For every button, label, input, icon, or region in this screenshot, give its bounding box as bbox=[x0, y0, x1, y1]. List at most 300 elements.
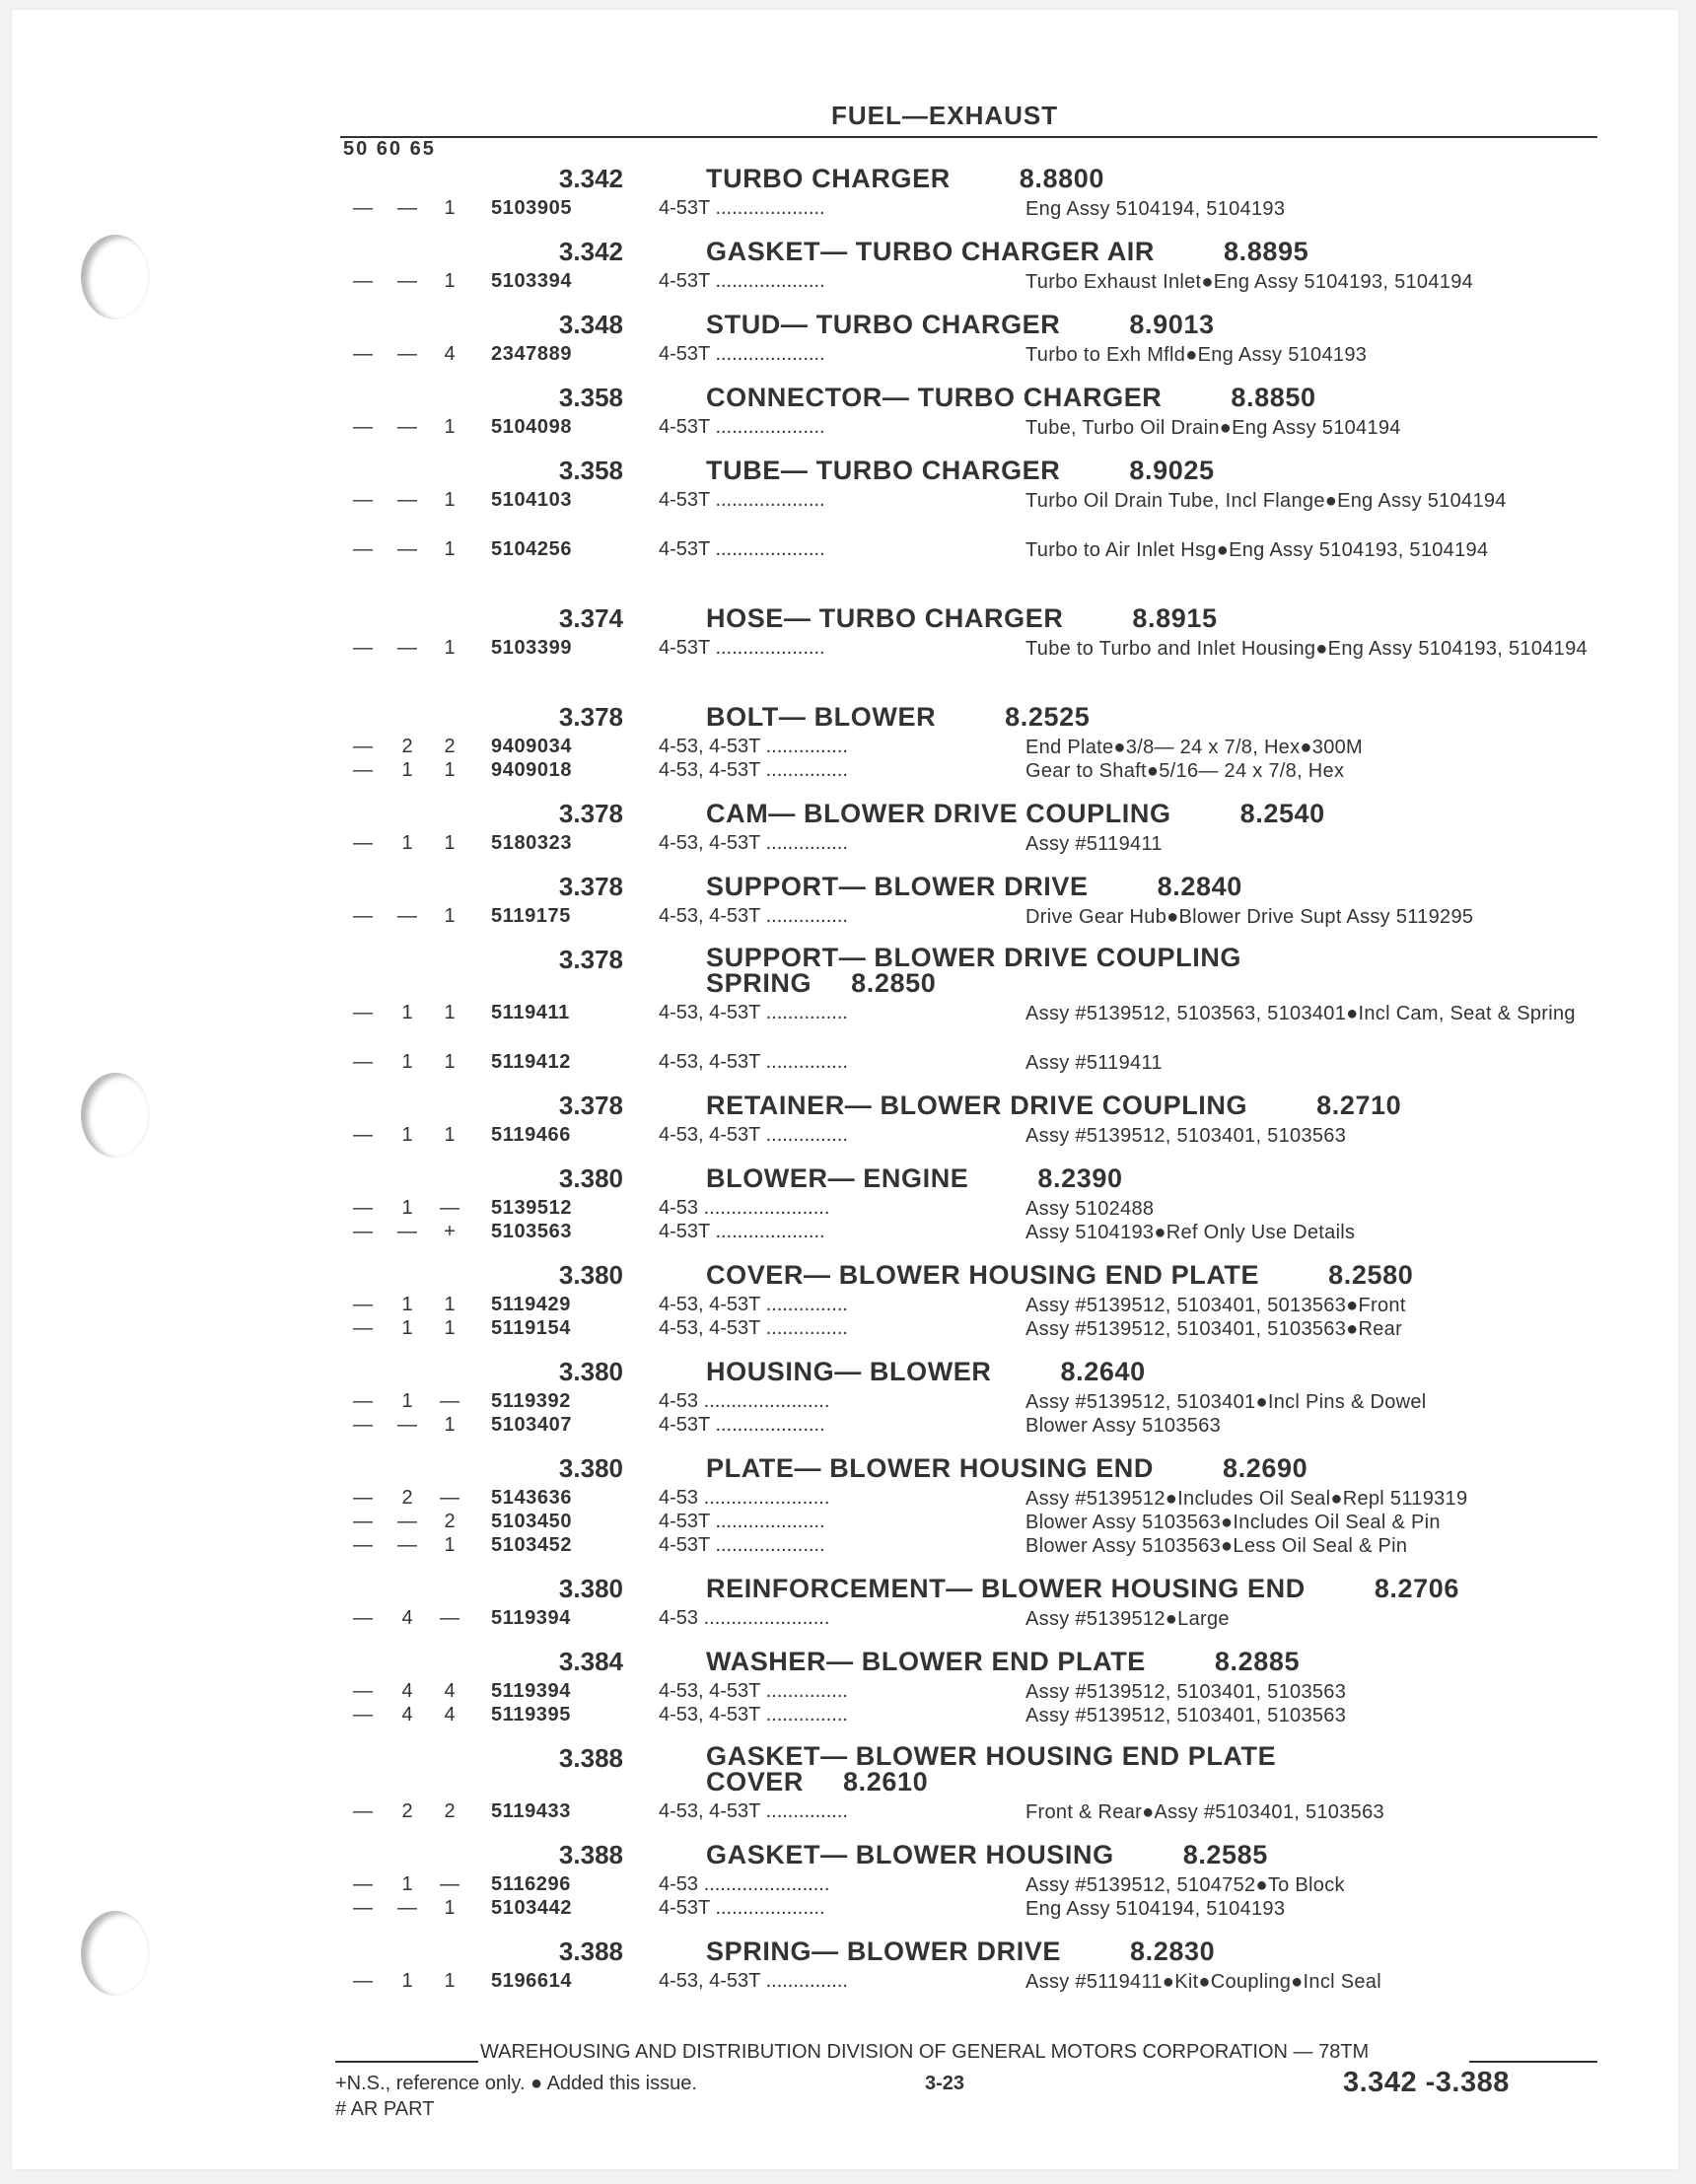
section-name bbox=[706, 799, 1633, 829]
quantity-50: — bbox=[353, 1607, 373, 1629]
section-header bbox=[0, 379, 1676, 414]
quantity-65: 1 bbox=[444, 1317, 456, 1339]
quantity-50: — bbox=[353, 1002, 373, 1023]
quantity-65: 1 bbox=[444, 270, 456, 292]
engine-model: 4-53T .................... bbox=[659, 538, 825, 560]
section-header bbox=[0, 698, 1676, 734]
part-number: 5119433 bbox=[491, 1800, 571, 1822]
engine-model: 4-53 ....................... bbox=[659, 1873, 830, 1895]
quantity-65: 1 bbox=[444, 1051, 456, 1073]
engine-model: 4-53, 4-53T ............... bbox=[659, 832, 848, 854]
section-number: 3.358 bbox=[558, 383, 623, 412]
part-row bbox=[0, 635, 1676, 684]
part-row bbox=[0, 268, 1676, 292]
engine-model: 4-53T .................... bbox=[659, 270, 825, 292]
section-name-text: CONNECTOR— TURBO CHARGER bbox=[706, 383, 1163, 412]
engine-model: 4-53 ....................... bbox=[659, 1390, 830, 1412]
section-spacer bbox=[0, 438, 1676, 452]
quantity-60: 1 bbox=[401, 1002, 413, 1023]
part-description: Assy #5139512, 5103401, 5103563 bbox=[1025, 1681, 1347, 1703]
section-number: 3.378 bbox=[558, 872, 623, 901]
part-description: Turbo Oil Drain Tube, Incl Flange●Eng Assy 5104194 bbox=[1025, 490, 1507, 512]
quantity-50: — bbox=[353, 637, 373, 659]
part-row bbox=[0, 1895, 1676, 1919]
footer-division: WAREHOUSING AND DISTRIBUTION DIVISION OF GENERAL MOTORS CORPORATION — 78TM bbox=[480, 2041, 1370, 2063]
section-spacer bbox=[0, 292, 1676, 306]
part-row bbox=[0, 1485, 1676, 1509]
quantity-60: — bbox=[397, 538, 417, 560]
quantity-50: — bbox=[353, 1124, 373, 1146]
section-code: 8.2885 bbox=[1214, 1647, 1301, 1676]
part-number: 2347889 bbox=[491, 343, 573, 365]
engine-model: 4-53, 4-53T ............... bbox=[659, 1124, 848, 1146]
section-name bbox=[706, 383, 1633, 413]
part-row bbox=[0, 1678, 1676, 1702]
engine-model: 4-53, 4-53T ............... bbox=[659, 1051, 848, 1073]
part-number: 9409018 bbox=[491, 759, 573, 781]
part-number: 5119395 bbox=[491, 1704, 571, 1726]
section-code: 8.2580 bbox=[1328, 1260, 1414, 1290]
quantity-60: 4 bbox=[401, 1607, 413, 1629]
part-description: Assy #5139512●Large bbox=[1025, 1608, 1230, 1630]
part-row bbox=[0, 757, 1676, 781]
part-number: 5196614 bbox=[491, 1970, 573, 1992]
section-name-text: REINFORCEMENT— BLOWER HOUSING END bbox=[706, 1574, 1306, 1603]
section-number: 3.380 bbox=[558, 1260, 623, 1290]
quantity-50: — bbox=[353, 1390, 373, 1412]
quantity-65: 1 bbox=[444, 416, 456, 438]
quantity-50: — bbox=[353, 1511, 373, 1532]
section-spacer bbox=[0, 365, 1676, 379]
part-number: 5103394 bbox=[491, 270, 573, 292]
quantity-60: — bbox=[397, 343, 417, 365]
section-name bbox=[706, 1091, 1633, 1121]
part-number: 5119411 bbox=[491, 1002, 570, 1023]
section-spacer bbox=[0, 586, 1676, 599]
part-number: 5103407 bbox=[491, 1414, 573, 1436]
section-spacer bbox=[0, 1556, 1676, 1570]
section-number: 3.348 bbox=[558, 310, 623, 339]
section-name bbox=[706, 1743, 1347, 1795]
section-header bbox=[0, 1160, 1676, 1195]
section-header bbox=[0, 1449, 1676, 1485]
part-row bbox=[0, 1315, 1676, 1339]
section-header bbox=[0, 1087, 1676, 1122]
section-name-text: STUD— TURBO CHARGER bbox=[706, 310, 1061, 339]
section-code: 8.8850 bbox=[1231, 383, 1316, 412]
part-description: Tube to Turbo and Inlet Housing●Eng Assy 5104193, 5104194 bbox=[1025, 638, 1588, 660]
quantity-65: 1 bbox=[444, 1294, 456, 1315]
part-description: Assy #5139512, 5103401●Incl Pins & Dowel bbox=[1025, 1391, 1427, 1413]
footer-rule bbox=[1469, 2061, 1597, 2063]
parts-list bbox=[0, 160, 1676, 1992]
quantity-65: 1 bbox=[444, 637, 456, 659]
engine-model: 4-53, 4-53T ............... bbox=[659, 1680, 848, 1702]
part-description: Assy #5139512●Includes Oil Seal●Repl 5119319 bbox=[1025, 1488, 1468, 1510]
quantity-65: 1 bbox=[444, 759, 456, 781]
part-row bbox=[0, 341, 1676, 365]
section-spacer bbox=[0, 1726, 1676, 1739]
section-number: 3.380 bbox=[558, 1453, 623, 1483]
section-spacer bbox=[0, 927, 1676, 941]
quantity-50: — bbox=[353, 416, 373, 438]
quantity-60: — bbox=[397, 197, 417, 219]
quantity-60: — bbox=[397, 489, 417, 511]
part-description: Assy #5139512, 5103401, 5103563 bbox=[1025, 1125, 1347, 1147]
section-header bbox=[0, 1933, 1676, 1968]
part-row bbox=[0, 1509, 1676, 1532]
quantity-60: — bbox=[397, 1897, 417, 1919]
part-row bbox=[0, 1122, 1676, 1146]
quantity-65: 1 bbox=[444, 905, 456, 927]
part-number: 5116296 bbox=[491, 1873, 571, 1895]
engine-model: 4-53T .................... bbox=[659, 1221, 825, 1242]
section-name-text: HOSE— TURBO CHARGER bbox=[706, 603, 1064, 633]
part-description: Assy 5104193●Ref Only Use Details bbox=[1025, 1222, 1356, 1243]
quantity-60: 1 bbox=[401, 1970, 413, 1992]
section-name bbox=[706, 872, 1633, 902]
quantity-60: — bbox=[397, 637, 417, 659]
engine-model: 4-53, 4-53T ............... bbox=[659, 1800, 848, 1822]
section-range: 3.342 -3.388 bbox=[1343, 2067, 1510, 2098]
section-name bbox=[706, 310, 1633, 340]
part-number: 5119175 bbox=[491, 905, 571, 927]
section-name-text: SUPPORT— BLOWER DRIVE COUPLING SPRING bbox=[706, 943, 1242, 998]
quantity-50: — bbox=[353, 832, 373, 854]
part-description: Assy #5139512, 5103563, 5103401●Incl Cam, Seat & Spring bbox=[1025, 1003, 1576, 1024]
quantity-50: — bbox=[353, 1487, 373, 1509]
quantity-50: — bbox=[353, 270, 373, 292]
quantity-65: 2 bbox=[444, 1511, 456, 1532]
part-description: Turbo to Exh Mfld●Eng Assy 5104193 bbox=[1025, 344, 1368, 366]
section-header bbox=[0, 452, 1676, 487]
part-row bbox=[0, 487, 1676, 536]
part-row bbox=[0, 536, 1676, 586]
section-header bbox=[0, 160, 1676, 195]
header-rule bbox=[340, 136, 1597, 138]
engine-model: 4-53, 4-53T ............... bbox=[659, 736, 848, 757]
quantity-60: 2 bbox=[401, 736, 413, 757]
section-header bbox=[0, 868, 1676, 903]
quantity-60: 1 bbox=[401, 1197, 413, 1219]
quantity-60: 1 bbox=[401, 759, 413, 781]
section-spacer bbox=[0, 1339, 1676, 1353]
quantity-60: — bbox=[397, 270, 417, 292]
section-spacer bbox=[0, 1436, 1676, 1449]
section-spacer bbox=[0, 1919, 1676, 1933]
section-header bbox=[0, 1353, 1676, 1388]
part-number: 5119466 bbox=[491, 1124, 571, 1146]
footer-notes bbox=[335, 2071, 697, 2122]
quantity-60: 1 bbox=[401, 1317, 413, 1339]
section-code: 8.8800 bbox=[1019, 164, 1104, 193]
section-name-text: TUBE— TURBO CHARGER bbox=[706, 456, 1061, 485]
quantity-60: — bbox=[397, 1414, 417, 1436]
part-description: Assy #5139512, 5104752●To Block bbox=[1025, 1874, 1345, 1896]
quantity-50: — bbox=[353, 759, 373, 781]
section-number: 3.380 bbox=[558, 1163, 623, 1193]
section-code: 8.8895 bbox=[1224, 237, 1309, 266]
section-spacer bbox=[0, 219, 1676, 233]
part-description: Assy #5139512, 5103401, 5013563●Front bbox=[1025, 1295, 1406, 1316]
engine-model: 4-53T .................... bbox=[659, 1897, 825, 1919]
part-row bbox=[0, 1412, 1676, 1436]
quantity-65: 1 bbox=[444, 1414, 456, 1436]
part-description: Eng Assy 5104194, 5104193 bbox=[1025, 198, 1286, 220]
quantity-65: + bbox=[444, 1221, 456, 1242]
part-description: Tube, Turbo Oil Drain●Eng Assy 5104194 bbox=[1025, 417, 1401, 439]
section-header bbox=[0, 1739, 1676, 1798]
section-number: 3.374 bbox=[558, 603, 623, 633]
section-code: 8.2390 bbox=[1037, 1163, 1123, 1193]
quantity-65: 1 bbox=[444, 1534, 456, 1556]
quantity-50: — bbox=[353, 1800, 373, 1822]
section-name-text: BLOWER— ENGINE bbox=[706, 1163, 969, 1193]
section-name-text: COVER— BLOWER HOUSING END PLATE bbox=[706, 1260, 1260, 1290]
part-row bbox=[0, 1292, 1676, 1315]
part-description: Assy #5139512, 5103401, 5103563●Rear bbox=[1025, 1318, 1403, 1340]
part-row bbox=[0, 1702, 1676, 1726]
part-number: 5119412 bbox=[491, 1051, 571, 1073]
section-name bbox=[706, 1840, 1633, 1870]
section-code: 8.2830 bbox=[1130, 1937, 1216, 1966]
quantity-60: 4 bbox=[401, 1680, 413, 1702]
part-description: Blower Assy 5103563●Less Oil Seal & Pin bbox=[1025, 1535, 1408, 1557]
page-title: FUEL—EXHAUST bbox=[831, 101, 1059, 130]
engine-model: 4-53T .................... bbox=[659, 343, 825, 365]
section-name bbox=[706, 945, 1347, 996]
quantity-50: — bbox=[353, 1221, 373, 1242]
section-number: 3.378 bbox=[558, 1091, 623, 1120]
engine-model: 4-53, 4-53T ............... bbox=[659, 1002, 848, 1023]
part-description: Gear to Shaft●5/16— 24 x 7/8, Hex bbox=[1025, 760, 1345, 782]
section-header bbox=[0, 1836, 1676, 1871]
column-header-years: 50 60 65 bbox=[343, 138, 436, 160]
section-header bbox=[0, 233, 1676, 268]
section-name bbox=[706, 603, 1633, 634]
part-row bbox=[0, 1195, 1676, 1219]
engine-model: 4-53 ....................... bbox=[659, 1487, 830, 1509]
section-header bbox=[0, 941, 1676, 1000]
quantity-60: 4 bbox=[401, 1704, 413, 1726]
section-name bbox=[706, 1647, 1633, 1677]
section-name-text: GASKET— BLOWER HOUSING END PLATE COVER bbox=[706, 1741, 1277, 1797]
section-name bbox=[706, 1260, 1633, 1291]
section-number: 3.378 bbox=[558, 702, 623, 732]
quantity-60: 1 bbox=[401, 1390, 413, 1412]
section-number: 3.342 bbox=[558, 237, 623, 266]
quantity-65: — bbox=[440, 1487, 459, 1509]
engine-model: 4-53T .................... bbox=[659, 489, 825, 511]
engine-model: 4-53T .................... bbox=[659, 1534, 825, 1556]
engine-model: 4-53, 4-53T ............... bbox=[659, 905, 848, 927]
engine-model: 4-53 ....................... bbox=[659, 1607, 830, 1629]
section-code: 8.2706 bbox=[1374, 1574, 1459, 1603]
part-row bbox=[0, 734, 1676, 757]
part-description: Turbo Exhaust Inlet●Eng Assy 5104193, 5104194 bbox=[1025, 271, 1474, 293]
section-code: 8.2525 bbox=[1005, 702, 1091, 732]
section-code: 8.9025 bbox=[1129, 456, 1215, 485]
section-name-text: PLATE— BLOWER HOUSING END bbox=[706, 1453, 1155, 1483]
section-name-text: SUPPORT— BLOWER DRIVE bbox=[706, 872, 1089, 901]
part-row bbox=[0, 903, 1676, 927]
part-number: 5119392 bbox=[491, 1390, 571, 1412]
quantity-50: — bbox=[353, 197, 373, 219]
quantity-65: — bbox=[440, 1607, 459, 1629]
part-number: 9409034 bbox=[491, 736, 573, 757]
section-number: 3.388 bbox=[558, 1840, 623, 1869]
quantity-65: 1 bbox=[444, 1897, 456, 1919]
part-description: Blower Assy 5103563 bbox=[1025, 1415, 1222, 1437]
section-name-text: CAM— BLOWER DRIVE COUPLING bbox=[706, 799, 1171, 828]
part-description: Assy 5102488 bbox=[1025, 1198, 1155, 1220]
part-number: 5119394 bbox=[491, 1680, 571, 1702]
engine-model: 4-53 ....................... bbox=[659, 1197, 830, 1219]
engine-model: 4-53, 4-53T ............... bbox=[659, 1970, 848, 1992]
part-description: Assy #5119411●Kit●Coupling●Incl Seal bbox=[1025, 1971, 1381, 1993]
section-code: 8.2585 bbox=[1182, 1840, 1268, 1869]
section-spacer bbox=[0, 1822, 1676, 1836]
quantity-60: 2 bbox=[401, 1487, 413, 1509]
section-code: 8.8915 bbox=[1132, 603, 1218, 633]
section-number: 3.388 bbox=[558, 1937, 623, 1966]
section-spacer bbox=[0, 1629, 1676, 1643]
section-spacer bbox=[0, 1242, 1676, 1256]
section-header bbox=[0, 306, 1676, 341]
part-description: End Plate●3/8— 24 x 7/8, Hex●300M bbox=[1025, 737, 1364, 758]
part-number: 5103452 bbox=[491, 1534, 573, 1556]
section-spacer bbox=[0, 781, 1676, 795]
section-name bbox=[706, 1937, 1633, 1967]
section-name-text: HOUSING— BLOWER bbox=[706, 1357, 992, 1386]
part-number: 5104103 bbox=[491, 489, 573, 511]
section-number: 3.380 bbox=[558, 1574, 623, 1603]
quantity-65: — bbox=[440, 1197, 459, 1219]
quantity-50: — bbox=[353, 1873, 373, 1895]
page-number: 3-23 bbox=[925, 2073, 965, 2094]
part-row bbox=[0, 1388, 1676, 1412]
quantity-60: 1 bbox=[401, 1294, 413, 1315]
quantity-50: — bbox=[353, 905, 373, 927]
part-row bbox=[0, 1000, 1676, 1049]
quantity-65: 2 bbox=[444, 1800, 456, 1822]
quantity-60: 1 bbox=[401, 1051, 413, 1073]
quantity-50: — bbox=[353, 538, 373, 560]
section-code: 8.2710 bbox=[1316, 1091, 1402, 1120]
part-row bbox=[0, 1871, 1676, 1895]
part-number: 5103905 bbox=[491, 197, 573, 219]
section-name bbox=[706, 1163, 1633, 1194]
quantity-65: 2 bbox=[444, 736, 456, 757]
section-name-text: TURBO CHARGER bbox=[706, 164, 951, 193]
section-number: 3.378 bbox=[558, 799, 623, 828]
part-row bbox=[0, 1798, 1676, 1822]
part-number: 5180323 bbox=[491, 832, 573, 854]
section-name-text: SPRING— BLOWER DRIVE bbox=[706, 1937, 1062, 1966]
quantity-60: 2 bbox=[401, 1800, 413, 1822]
part-number: 5103563 bbox=[491, 1221, 573, 1242]
quantity-60: — bbox=[397, 1511, 417, 1532]
part-description: Assy #5119411 bbox=[1025, 833, 1163, 855]
section-name bbox=[706, 164, 1633, 194]
section-spacer bbox=[0, 1073, 1676, 1087]
section-name-text: WASHER— BLOWER END PLATE bbox=[706, 1647, 1146, 1676]
section-spacer bbox=[0, 854, 1676, 868]
engine-model: 4-53, 4-53T ............... bbox=[659, 1317, 848, 1339]
quantity-60: 1 bbox=[401, 1873, 413, 1895]
part-number: 5104098 bbox=[491, 416, 573, 438]
quantity-65: 1 bbox=[444, 1124, 456, 1146]
section-code: 8.2540 bbox=[1239, 799, 1325, 828]
quantity-60: — bbox=[397, 905, 417, 927]
engine-model: 4-53, 4-53T ............... bbox=[659, 1704, 848, 1726]
section-header bbox=[0, 1256, 1676, 1292]
part-description: Assy #5119411 bbox=[1025, 1052, 1163, 1074]
section-number: 3.358 bbox=[558, 456, 623, 485]
section-code: 8.2640 bbox=[1060, 1357, 1146, 1386]
section-name bbox=[706, 702, 1633, 733]
engine-model: 4-53, 4-53T ............... bbox=[659, 1294, 848, 1315]
quantity-50: — bbox=[353, 1414, 373, 1436]
engine-model: 4-53T .................... bbox=[659, 1414, 825, 1436]
quantity-50: — bbox=[353, 1534, 373, 1556]
section-header bbox=[0, 1643, 1676, 1678]
section-header bbox=[0, 795, 1676, 830]
engine-model: 4-53T .................... bbox=[659, 1511, 825, 1532]
footer-note-ar-part: # AR PART bbox=[335, 2098, 435, 2120]
part-number: 5103399 bbox=[491, 637, 573, 659]
part-row bbox=[0, 830, 1676, 854]
quantity-50: — bbox=[353, 1704, 373, 1726]
section-number: 3.380 bbox=[558, 1357, 623, 1386]
part-number: 5119154 bbox=[491, 1317, 571, 1339]
quantity-50: — bbox=[353, 1197, 373, 1219]
section-code: 8.2690 bbox=[1223, 1453, 1308, 1483]
quantity-65: 4 bbox=[444, 1680, 456, 1702]
section-number: 3.384 bbox=[558, 1647, 623, 1676]
part-number: 5104256 bbox=[491, 538, 573, 560]
quantity-60: — bbox=[397, 1221, 417, 1242]
section-header bbox=[0, 1570, 1676, 1605]
section-name-text: GASKET— BLOWER HOUSING bbox=[706, 1840, 1114, 1869]
quantity-65: 1 bbox=[444, 832, 456, 854]
quantity-65: 1 bbox=[444, 489, 456, 511]
part-row bbox=[0, 1968, 1676, 1992]
footer-note-legend: +N.S., reference only. ● Added this issue. bbox=[335, 2073, 697, 2094]
section-name bbox=[706, 1574, 1633, 1604]
quantity-50: — bbox=[353, 1680, 373, 1702]
part-description: Drive Gear Hub●Blower Drive Supt Assy 5119295 bbox=[1025, 906, 1474, 928]
quantity-50: — bbox=[353, 489, 373, 511]
quantity-60: — bbox=[397, 1534, 417, 1556]
quantity-65: 4 bbox=[444, 1704, 456, 1726]
footer-rule bbox=[335, 2061, 478, 2063]
section-code: 8.2850 bbox=[851, 968, 937, 998]
engine-model: 4-53T .................... bbox=[659, 416, 825, 438]
part-row bbox=[0, 1049, 1676, 1073]
section-name bbox=[706, 1453, 1633, 1484]
section-name bbox=[706, 1357, 1633, 1387]
section-code: 8.2840 bbox=[1157, 872, 1242, 901]
quantity-60: 1 bbox=[401, 1124, 413, 1146]
part-description: Eng Assy 5104194, 5104193 bbox=[1025, 1898, 1286, 1920]
quantity-60: — bbox=[397, 416, 417, 438]
part-description: Blower Assy 5103563●Includes Oil Seal & Pin bbox=[1025, 1512, 1441, 1533]
part-row bbox=[0, 1605, 1676, 1629]
quantity-65: 1 bbox=[444, 538, 456, 560]
quantity-50: — bbox=[353, 1294, 373, 1315]
part-description: Front & Rear●Assy #5103401, 5103563 bbox=[1025, 1801, 1384, 1823]
